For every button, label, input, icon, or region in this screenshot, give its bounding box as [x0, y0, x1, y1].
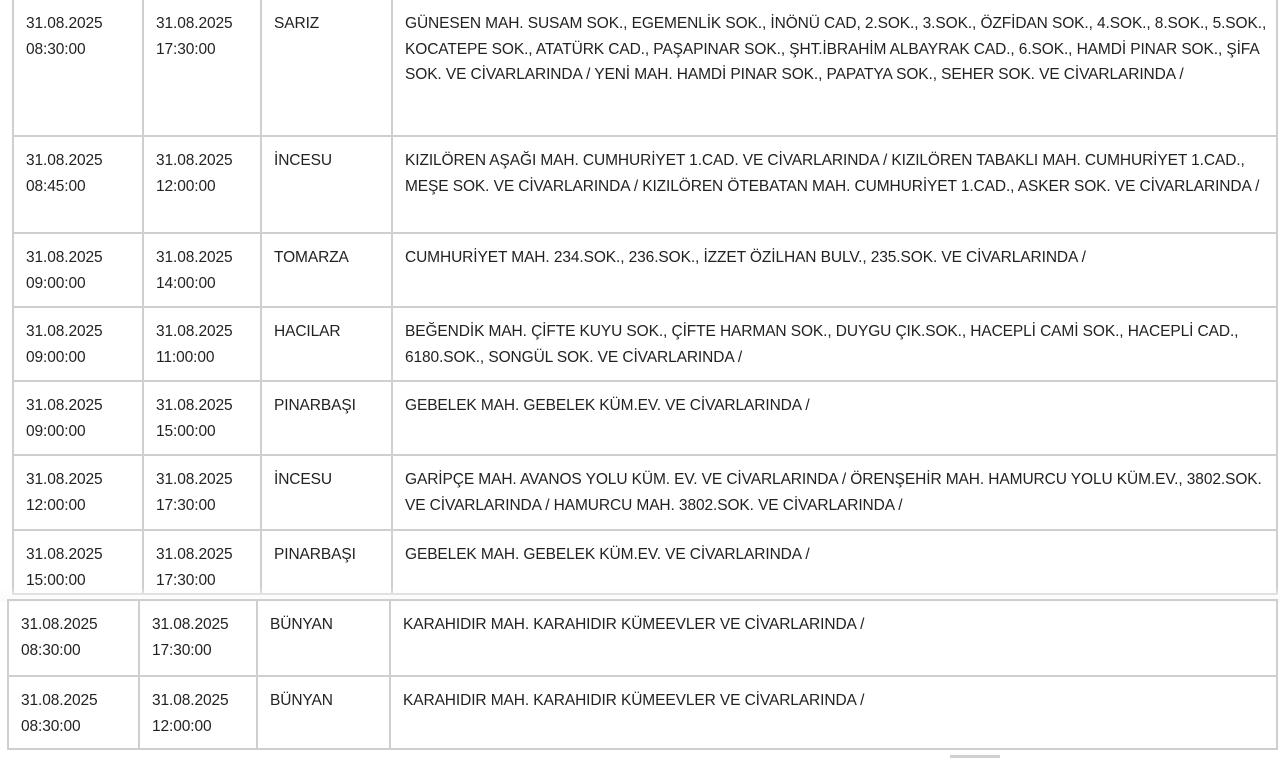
start-datetime-cell	[13, 307, 143, 381]
start-date: 31.08.2025	[26, 546, 103, 563]
district-name: SARIZ	[274, 15, 320, 32]
end-date: 31.08.2025	[156, 249, 233, 266]
locations-text: BEĞENDİK MAH. ÇİFTE KUYU SOK., ÇİFTE HARMAN SOK., DUYGU ÇIK.SOK., HACEPLİ CAMİ SOK., HACEPLİ CAD., 6180.SOK., SONGÜL SOK. VE CİVARLARINDA /	[405, 323, 1239, 366]
start-time: 08:30:00	[21, 717, 81, 735]
locations-cell	[392, 0, 1277, 136]
table-row	[8, 676, 1277, 749]
district-cell	[261, 381, 392, 455]
locations-cell	[392, 136, 1277, 233]
locations-cell	[392, 381, 1277, 455]
end-datetime-cell	[139, 600, 257, 676]
locations-cell	[392, 530, 1277, 594]
table-row	[13, 455, 1277, 530]
district-name: BÜNYAN	[270, 616, 333, 633]
end-date: 31.08.2025	[156, 471, 233, 488]
start-date: 31.08.2025	[26, 249, 103, 266]
end-datetime-cell	[143, 530, 261, 594]
end-time: 17:30:00	[156, 571, 216, 589]
end-date: 31.08.2025	[152, 692, 229, 709]
end-time: 17:30:00	[156, 496, 216, 514]
table-row	[13, 381, 1277, 455]
table-row	[13, 0, 1277, 136]
end-date: 31.08.2025	[156, 546, 233, 563]
district-cell	[261, 136, 392, 233]
locations-text: KIZILÖREN AŞAĞI MAH. CUMHURİYET 1.CAD. VE CİVARLARINDA / KIZILÖREN TABAKLI MAH. CUMHURİYET 1.CAD., MEŞE SOK. VE CİVARLARINDA / KIZILÖREN ÖTEBATAN MAH. CUMHURİYET 1.CAD., ASKER SOK. VE CİVARLARINDA /	[405, 152, 1260, 195]
district-cell	[257, 676, 390, 749]
end-datetime-cell	[143, 381, 261, 455]
district-cell	[257, 600, 390, 676]
end-date: 31.08.2025	[152, 616, 229, 633]
start-date: 31.08.2025	[26, 397, 103, 414]
locations-text: GEBELEK MAH. GEBELEK KÜM.EV. VE CİVARLARINDA /	[405, 546, 810, 563]
district-cell	[261, 530, 392, 594]
end-datetime-cell	[143, 233, 261, 307]
district-name: İNCESU	[274, 471, 332, 488]
district-cell	[261, 307, 392, 381]
district-name: HACILAR	[274, 323, 341, 340]
district-cell	[261, 0, 392, 136]
end-datetime-cell	[143, 0, 261, 136]
end-date: 31.08.2025	[156, 323, 233, 340]
locations-cell	[390, 600, 1277, 676]
end-time: 14:00:00	[156, 274, 216, 292]
start-datetime-cell	[13, 530, 143, 594]
district-cell	[261, 233, 392, 307]
district-name: BÜNYAN	[270, 692, 333, 709]
locations-text: KARAHIDIR MAH. KARAHIDIR KÜMEEVLER VE CİVARLARINDA /	[403, 692, 865, 709]
locations-text: CUMHURİYET MAH. 234.SOK., 236.SOK., İZZET ÖZİLHAN BULV., 235.SOK. VE CİVARLARINDA /	[405, 249, 1086, 266]
start-time: 09:00:00	[26, 422, 86, 440]
district-name: TOMARZA	[274, 249, 349, 266]
start-datetime-cell	[13, 0, 143, 136]
outage-table-bottom	[7, 599, 1278, 750]
locations-text: GÜNESEN MAH. SUSAM SOK., EGEMENLİK SOK., İNÖNÜ CAD, 2.SOK., 3.SOK., ÖZFİDAN SOK., 4.SOK., 8.SOK., 5.SOK., KOCATEPE SOK., ATATÜRK CAD., PAŞAPINAR SOK., ŞHT.İBRAHİM ALBAYRAK CAD., 6.SOK., HAMDİ PINAR SOK., ŞİFA SOK. VE CİVARLARINDA / YENİ MAH. HAMDİ PINAR SOK., PAPATYA SOK., SEHER SOK. VE CİVARLARINDA /	[405, 15, 1267, 83]
start-datetime-cell	[8, 600, 139, 676]
start-datetime-cell	[13, 233, 143, 307]
start-date: 31.08.2025	[26, 152, 103, 169]
start-time: 12:00:00	[26, 496, 86, 514]
table-row	[13, 530, 1277, 594]
start-time: 09:00:00	[26, 274, 86, 292]
start-date: 31.08.2025	[26, 471, 103, 488]
start-time: 08:30:00	[26, 40, 86, 58]
start-datetime-cell	[13, 136, 143, 233]
end-date: 31.08.2025	[156, 15, 233, 32]
start-datetime-cell	[13, 455, 143, 530]
locations-text: GEBELEK MAH. GEBELEK KÜM.EV. VE CİVARLARINDA /	[405, 397, 810, 414]
end-time: 17:30:00	[152, 641, 212, 659]
locations-cell	[392, 233, 1277, 307]
table-row	[8, 600, 1277, 676]
table-row	[13, 233, 1277, 307]
end-date: 31.08.2025	[156, 397, 233, 414]
locations-cell	[392, 455, 1277, 530]
district-name: PINARBAŞI	[274, 546, 356, 563]
locations-text: KARAHIDIR MAH. KARAHIDIR KÜMEEVLER VE CİVARLARINDA /	[403, 616, 865, 633]
table-row	[13, 136, 1277, 233]
start-date: 31.08.2025	[21, 692, 98, 709]
start-date: 31.08.2025	[26, 323, 103, 340]
start-time: 15:00:00	[26, 571, 86, 589]
start-time: 08:30:00	[21, 641, 81, 659]
end-time: 17:30:00	[156, 40, 216, 58]
locations-cell	[390, 676, 1277, 749]
start-time: 09:00:00	[26, 348, 86, 366]
end-time: 11:00:00	[156, 348, 215, 366]
start-datetime-cell	[13, 381, 143, 455]
locations-text: GARİPÇE MAH. AVANOS YOLU KÜM. EV. VE CİVARLARINDA / ÖRENŞEHİR MAH. HAMURCU YOLU KÜM.EV., 3802.SOK. VE CİVARLARINDA / HAMURCU MAH. 3802.SOK. VE CİVARLARINDA /	[405, 471, 1262, 514]
district-name: İNCESU	[274, 152, 332, 169]
outage-table-top	[12, 0, 1278, 595]
district-name: PINARBAŞI	[274, 397, 356, 414]
end-time: 15:00:00	[156, 422, 216, 440]
start-date: 31.08.2025	[26, 15, 103, 32]
end-datetime-cell	[143, 307, 261, 381]
start-time: 08:45:00	[26, 177, 86, 195]
end-datetime-cell	[143, 136, 261, 233]
end-time: 12:00:00	[156, 177, 216, 195]
locations-cell	[392, 307, 1277, 381]
district-cell	[261, 455, 392, 530]
start-date: 31.08.2025	[21, 616, 98, 633]
start-datetime-cell	[8, 676, 139, 749]
table-row	[13, 307, 1277, 381]
end-datetime-cell	[143, 455, 261, 530]
end-date: 31.08.2025	[156, 152, 233, 169]
end-datetime-cell	[139, 676, 257, 749]
end-time: 12:00:00	[152, 717, 212, 735]
